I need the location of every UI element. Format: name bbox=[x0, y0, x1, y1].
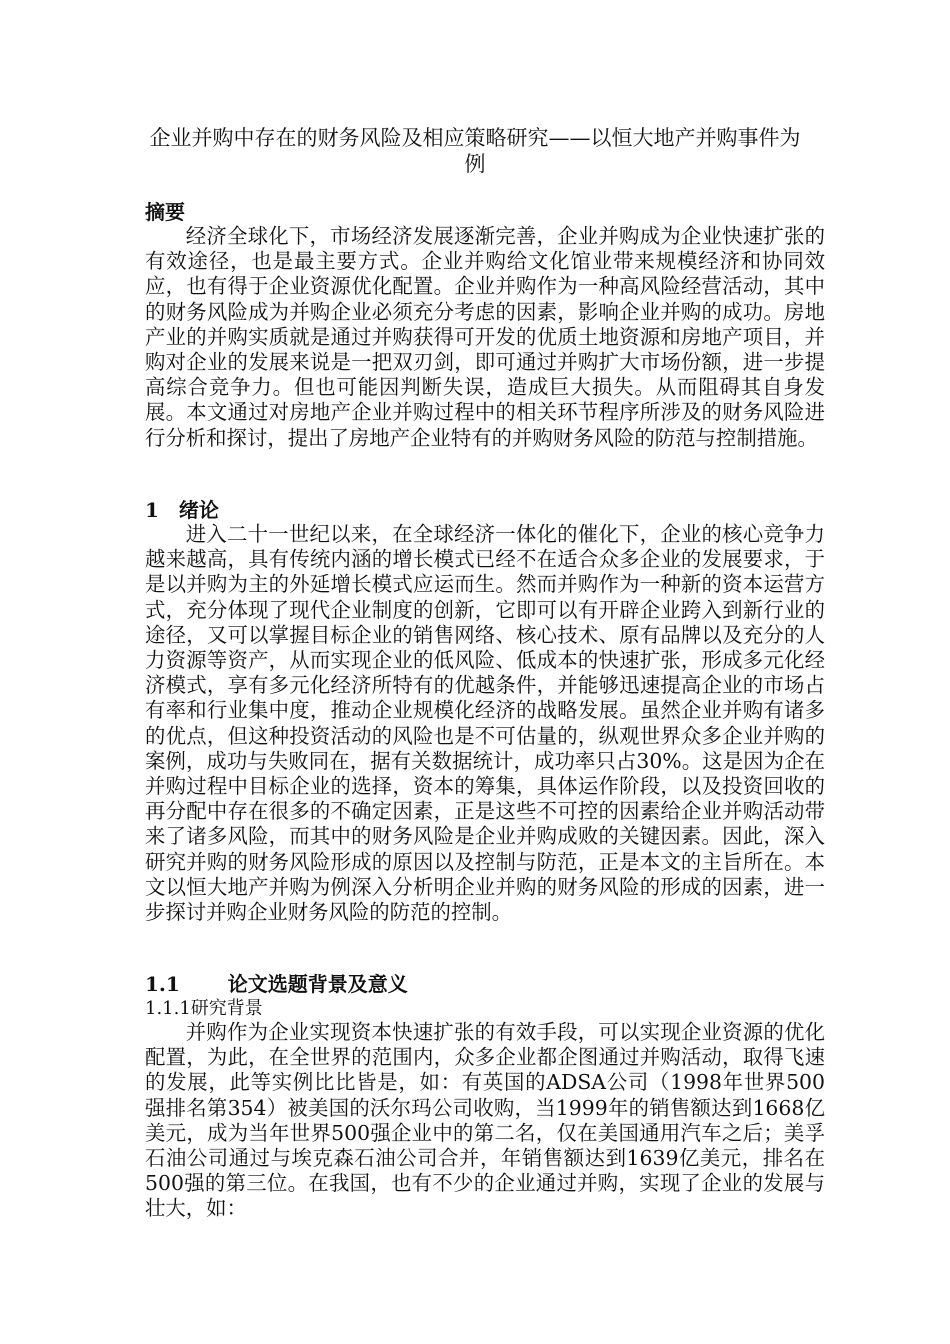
abstract-heading: 摘要 bbox=[145, 200, 185, 224]
section-1-1-heading bbox=[145, 972, 408, 996]
section-1-body: 进入二十一世纪以来，在全球经济一体化的催化下，企业的核心竞争力越来越高，具有传统内涵的增长模式已经不在适合众多企业的发展要求，于是以并购为主的外延增长模式应运而生。然而并购作为一种新的资本运营方式，充分体现了现代企业制度的创新，它即可以有开辟企业跨入到新行业的途径，又可以掌握目标企业的销售网络、核心技术、原有品牌以及充分的人力资源等资产，从而实现企业的低风险、低成本的快速扩张，形成多元化经济模式，享有多元化经济所特有的优越条件，并能够迅速提高企业的市场占有率和行业集中度，推动企业规模化经济的战略发展。虽然企业并购有诸多的优点，但这种投资活动的风险也是不可估量的，纵观世界众多企业并购的案例，成功与失败同在，据有关数据统计，成功率只占30%。这是因为企在并购过程中目标企业的选择，资本的筹集，具体运作阶段，以及投资回收的再分配中存在很多的不确定因素，正是这些不可控的因素给企业并购活动带来了诸多风险，而其中的财务风险是企业并购成败的关键因素。因此，深入研究并购的财务风险形成的原因以及控制与防范，正是本文的主旨所在。本文以恒大地产并购为例深入分析明企业并购的财务风险的形成的因素，进一步探讨并购企业财务风险的防范的控制。 bbox=[145, 522, 825, 925]
section-1-number: 1 bbox=[145, 498, 159, 522]
section-1-1-number: 1.1 bbox=[145, 972, 180, 996]
section-1-title: 绪论 bbox=[178, 498, 219, 522]
section-1-heading bbox=[145, 498, 219, 522]
section-1-1-1-body: 并购作为企业实现资本快速扩张的有效手段，可以实现企业资源的优化配置，为此，在全世界的范围内，众多企业都企图通过并购活动，取得飞速的发展，此等实例比比皆是，如：有英国的ADSA公司（1998年世界500强排名第354）被美国的沃尔玛公司收购，当1999年的销售额达到1668亿美元，成为当年世界500强企业中的第二名，仅在美国通用汽车之后；美孚石油公司通过与埃克森石油公司合并，年销售额达到1639亿美元，排名在500强的第三位。在我国，也有不少的企业通过并购，实现了企业的发展与壮大，如： bbox=[145, 1020, 825, 1221]
abstract-body: 经济全球化下，市场经济发展逐渐完善，企业并购成为企业快速扩张的有效途径，也是最主要方式。企业并购给文化馆业带来规模经济和协同效应，也有得于企业资源优化配置。企业并购作为一种高风险经营活动，其中的财务风险成为并购企业必须充分考虑的因素，影响企业并购的成功。房地产业的并购实质就是通过并购获得可开发的优质土地资源和房地产项目，并购对企业的发展来说是一把双刃剑，即可通过并购扩大市场份额，进一步提高综合竞争力。但也可能因判断失误，造成巨大损失。从而阻碍其自身发展。本文通过对房地产企业并购过程中的相关环节程序所涉及的财务风险进行分析和探讨，提出了房地产企业特有的并购财务风险的防范与控制措施。 bbox=[145, 224, 825, 450]
document-title: 企业并购中存在的财务风险及相应策略研究——以恒大地产并购事件为例 bbox=[149, 126, 801, 176]
section-1-1-1-heading: 1.1.1研究背景 bbox=[145, 998, 263, 1019]
section-1-1-title: 论文选题背景及意义 bbox=[227, 972, 408, 996]
